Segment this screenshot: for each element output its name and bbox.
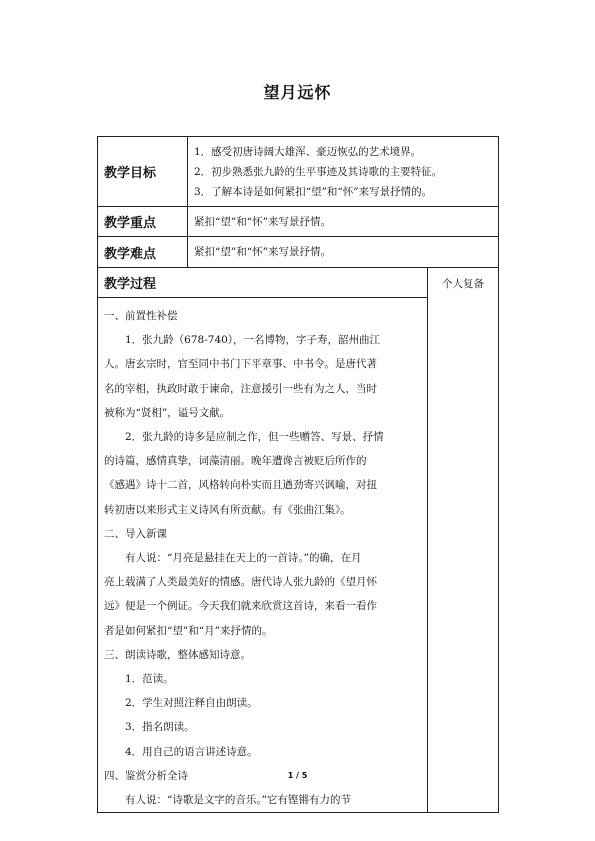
goal-item-2: 2．初步熟悉张九龄的生平事迹及其诗歌的主要特征。 [194, 165, 443, 178]
process-line: 三、朗读诗歌，整体感知诗意。 [104, 648, 251, 661]
difficulty-text: 紧扣“望”和“怀”来写景抒情。 [188, 237, 499, 268]
process-line: 4．用自己的语言讲述诗意。 [125, 745, 258, 758]
process-line: 有人说：“月亮是悬挂在天上的一首诗。”的确，在月 [125, 552, 362, 565]
goal-item-1: 1．感受初唐诗阔大雄浑、豪迈恢弘的艺术境界。 [194, 145, 422, 158]
key-point-row [98, 207, 499, 237]
process-line: 《感遇》诗十二首，风格转向朴实而且遒劲寄兴讽喻，对扭 [104, 479, 377, 492]
process-line: 2．学生对照注释自由朗读。 [125, 697, 258, 710]
personal-review-column [428, 268, 499, 813]
process-line: 被称为“贤相”，谥号文献。 [104, 406, 231, 419]
personal-review-label: 个人复备 [442, 278, 484, 290]
lesson-plan-table [97, 136, 499, 813]
process-line: 亮上载满了人类最美好的情感。唐代诗人张九龄的《望月怀 [104, 576, 377, 589]
process-line: 远》便是一个例证。今天我们就来欣赏这首诗，来看一看作 [104, 600, 377, 613]
goal-item-3: 3．了解本诗是如何紧扣“望”和“怀”来写景抒情的。 [194, 185, 433, 198]
process-line: 者是如何紧扣“望”和“月”来抒情的。 [104, 624, 273, 637]
key-point-label: 教学重点 [98, 207, 188, 237]
process-line: 转初唐以来形式主义诗风有所贡献。有《张曲江集》。 [104, 503, 351, 516]
process-line: 的诗篇，感情真挚，词藻清丽。晚年遭谗言被贬后所作的 [104, 455, 367, 468]
process-content [98, 298, 428, 813]
key-point-text: 紧扣“望”和“怀”来写景抒情。 [188, 207, 499, 237]
goals-content [188, 137, 499, 207]
page-title: 望月远怀 [263, 83, 332, 102]
process-header-row [98, 268, 499, 298]
process-line: 3．指名朗读。 [125, 721, 195, 734]
difficulty-row [98, 237, 499, 268]
process-label: 教学过程 [98, 268, 428, 298]
process-line: 人。唐玄宗时，官至同中书门下平章事、中书令。是唐代著 [104, 358, 377, 371]
difficulty-label: 教学难点 [98, 237, 188, 268]
process-line: 有人说：“诗歌是文字的音乐。”它有铿锵有力的节 [125, 794, 351, 807]
process-line: 一、前置性补偿 [104, 310, 178, 322]
process-line: 1．张九龄（678-740），一名博物，字子寿，韶州曲江 [125, 334, 381, 347]
process-line: 二、导入新课 [104, 527, 167, 540]
process-line: 四、鉴赏分析全诗 [104, 769, 188, 782]
goals-label: 教学目标 [98, 137, 188, 207]
process-line: 2．张九龄的诗多是应制之作，但一些赠答、写景、抒情 [125, 431, 384, 444]
goals-row [98, 137, 499, 207]
page-number: 1 / 5 [287, 771, 308, 780]
process-line: 1．范读。 [125, 673, 174, 686]
process-line: 名的宰相，执政时敢于谏命，注意援引一些有为之人，当时 [104, 382, 377, 395]
